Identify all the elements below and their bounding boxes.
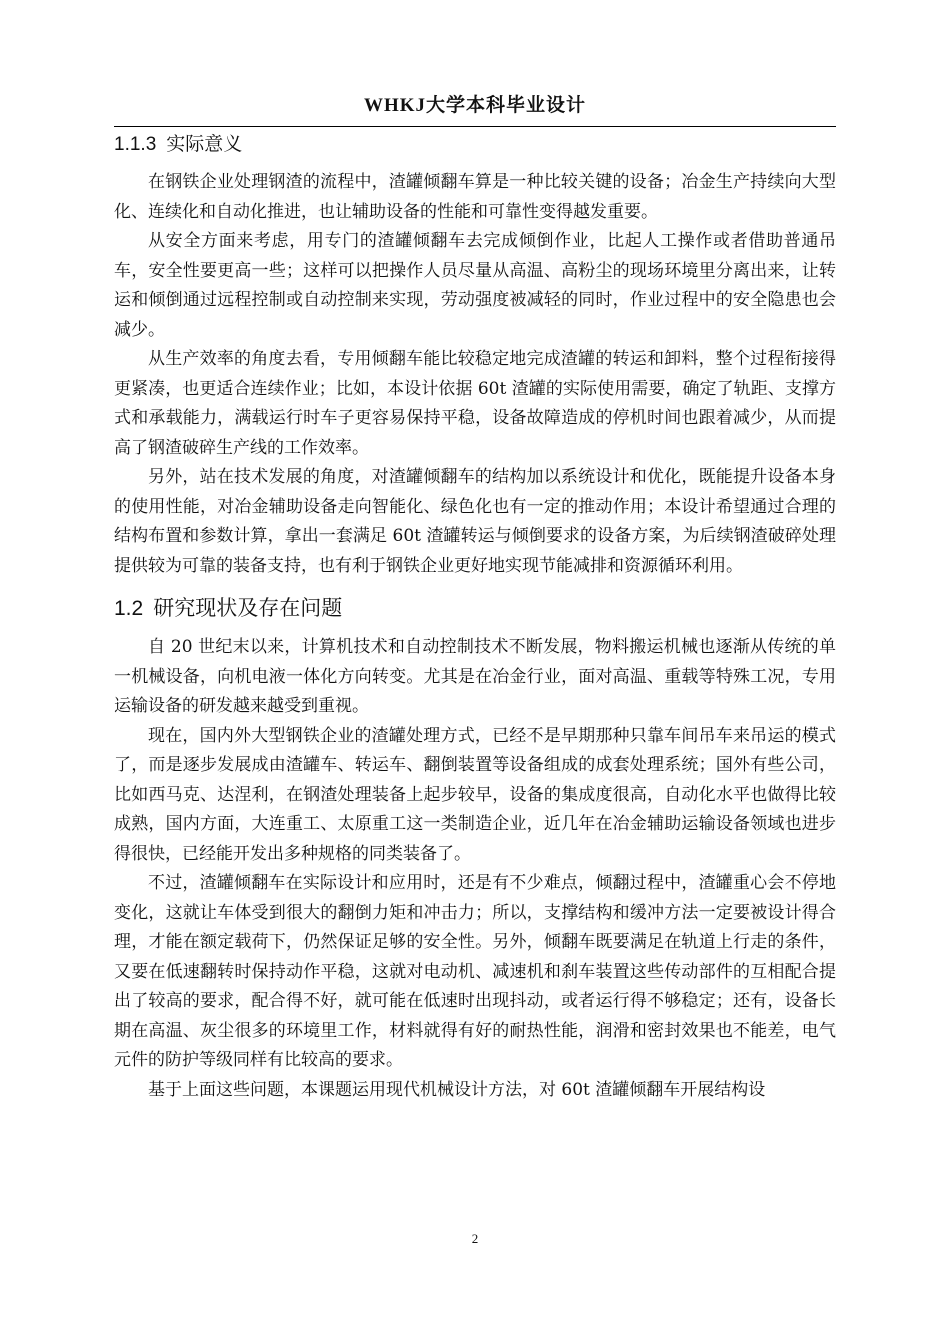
paragraph: 基于上面这些问题，本课题运用现代机械设计方法，对 60t 渣罐倾翻车开展结构设	[148, 1079, 766, 1100]
section-number: 1.2	[114, 597, 144, 620]
page-number: 2	[471, 1231, 479, 1246]
paragraph: 现在，国内外大型钢铁企业的渣罐处理方式，已经不是早期那种只靠车间吊车来吊运的模式了，而是逐步发展成由渣罐车、转运车、翻倒装置等设备组成的成套处理系统；国外有些公司，比如西马克、达涅利，在钢渣处理装备上起步较早，设备的集成度很高，自动化水平也做得比较成熟，国内方面，大连重工、太原重工这一类制造企业，近几年在冶金辅助运输设备领域也进步得很快，已经能开发出多种规格的同类装备了。	[114, 725, 836, 864]
page-content	[114, 130, 836, 1105]
header-rule	[114, 126, 836, 127]
paragraph: 从生产效率的角度去看，专用倾翻车能比较稳定地完成渣罐的转运和卸料，整个过程衔接得更紧凑，也更适合连续作业；比如，本设计依据 60t 渣罐的实际使用需要，确定了轨距、支撑方式和承载能力，满载运行时车子更容易保持平稳，设备故障造成的停机时间也跟着减少，从而提高了钢渣破碎生产线的工作效率。	[114, 349, 836, 458]
section-title: 研究现状及存在问题	[153, 597, 343, 620]
section-number: 1.1.3	[114, 134, 157, 155]
paragraph: 从安全方面来考虑，用专门的渣罐倾翻车去完成倾倒作业，比起人工操作或者借助普通吊车，安全性要更高一些；这样可以把操作人员尽量从高温、高粉尘的现场环境里分离出来，让转运和倾倒通过远程控制或自动控制来实现，劳动强度被减轻的同时，作业过程中的安全隐患也会减少。	[114, 231, 836, 340]
page-header: WHKJ大学本科毕业设计	[363, 95, 587, 116]
paragraph: 另外，站在技术发展的角度，对渣罐倾翻车的结构加以系统设计和优化，既能提升设备本身的使用性能，对冶金辅助设备走向智能化、绿色化也有一定的推动作用；本设计希望通过合理的结构布置和参数计算，拿出一套满足 60t 渣罐转运与倾倒要求的设备方案，为后续钢渣破碎处理提供较为可靠的装备支持，也有利于钢铁企业更好地实现节能减排和资源循环利用。	[114, 467, 836, 576]
section-heading-1-1-3	[114, 130, 836, 160]
section-heading-1-2	[114, 593, 836, 625]
paragraph: 在钢铁企业处理钢渣的流程中，渣罐倾翻车算是一种比较关键的设备；冶金生产持续向大型化、连续化和自动化推进，也让辅助设备的性能和可靠性变得越发重要。	[114, 172, 836, 222]
paragraph: 自 20 世纪末以来，计算机技术和自动控制技术不断发展，物料搬运机械也逐渐从传统的单一机械设备，向机电液一体化方向转变。尤其是在冶金行业，面对高温、重载等特殊工况，专用运输设备的研发越来越受到重视。	[114, 637, 836, 716]
section-title: 实际意义	[166, 134, 243, 155]
paragraph: 不过，渣罐倾翻车在实际设计和应用时，还是有不少难点，倾翻过程中，渣罐重心会不停地变化，这就让车体受到很大的翻倒力矩和冲击力；所以，支撑结构和缓冲方法一定要被设计得合理，才能在额定载荷下，仍然保证足够的安全性。另外，倾翻车既要满足在轨道上行走的条件，又要在低速翻转时保持动作平稳，这就对电动机、减速机和刹车装置这些传动部件的互相配合提出了较高的要求，配合得不好，就可能在低速时出现抖动，或者运行得不够稳定；还有，设备长期在高温、灰尘很多的环境里工作，材料就得有好的耐热性能，润滑和密封效果也不能差，电气元件的防护等级同样有比较高的要求。	[114, 873, 836, 1070]
